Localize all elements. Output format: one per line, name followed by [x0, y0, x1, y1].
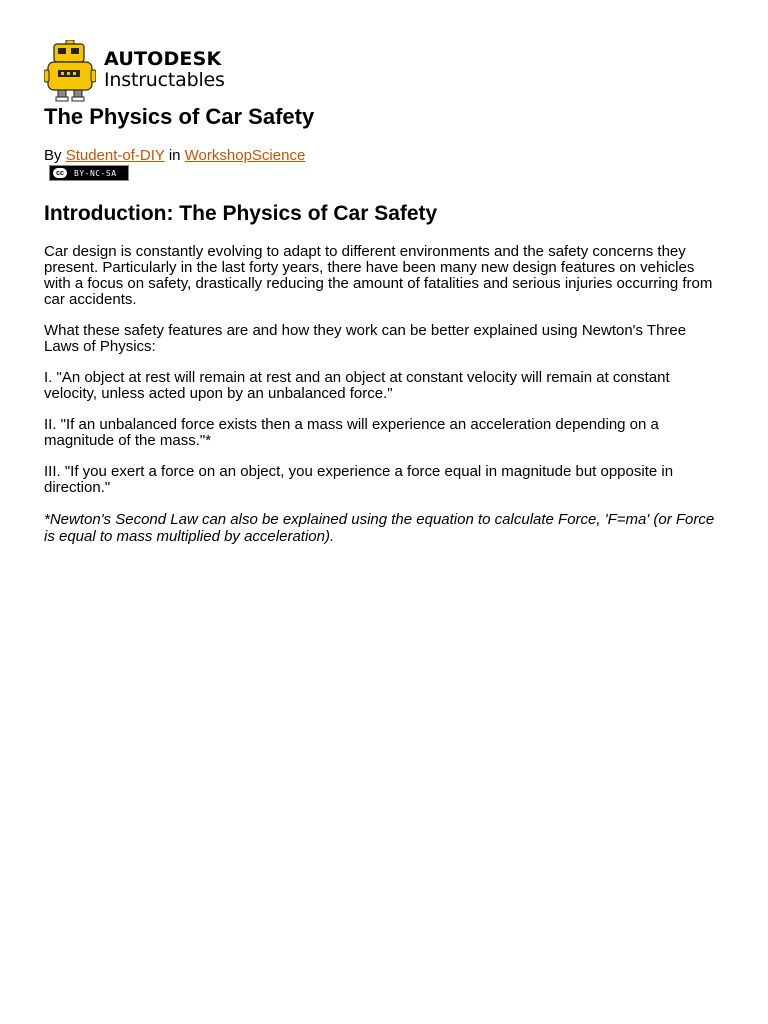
license-label: BY-NC-SA [74, 168, 117, 178]
brand-company: AUTODESK [104, 48, 222, 70]
byline-prefix: By [44, 147, 62, 164]
paragraph: II. "If an unbalanced force exists then a mass will experience an acceleration depending on a magnitude of the mass."* [44, 416, 659, 449]
page [44, 40, 724, 545]
paragraph: III. "If you exert a force on an object, you experience a force equal in magnitude but opposite in direction." [44, 463, 674, 496]
license-badge[interactable] [49, 165, 129, 181]
brand-product: Instructables [104, 69, 225, 91]
paragraph: Car design is constantly evolving to adapt to different environments and the safety concerns they present. Particularly in the last forty years, there have been many new design features on vehicles with a focus on safety, drastically reducing the amount of fatalities and serious injuries occurring from car accidents. [44, 243, 713, 308]
brand-header[interactable] [44, 40, 724, 102]
byline-in: in [168, 147, 181, 164]
footnote: *Newton's Second Law can also be explained using the equation to calculate Force, 'F=ma' (or Force is equal to mass multiplied by acceleration). [44, 511, 715, 545]
page-title: The Physics of Car Safety [44, 104, 315, 129]
brand-wordmark [104, 50, 225, 90]
creative-commons-icon: cc [52, 167, 68, 179]
category-link[interactable]: WorkshopScience [184, 147, 306, 164]
article-body [44, 244, 724, 560]
robot-mascot-icon [44, 40, 96, 102]
byline [44, 147, 305, 164]
paragraph: I. "An object at rest will remain at rest and an object at constant velocity will remain at constant velocity, unless acted upon by an unbalanced force." [44, 369, 670, 402]
author-link[interactable]: Student-of-DIY [65, 147, 165, 164]
section-heading: Introduction: The Physics of Car Safety [44, 202, 438, 225]
paragraph: What these safety features are and how they work can be better explained using Newton's Three Laws of Physics: [44, 322, 687, 355]
